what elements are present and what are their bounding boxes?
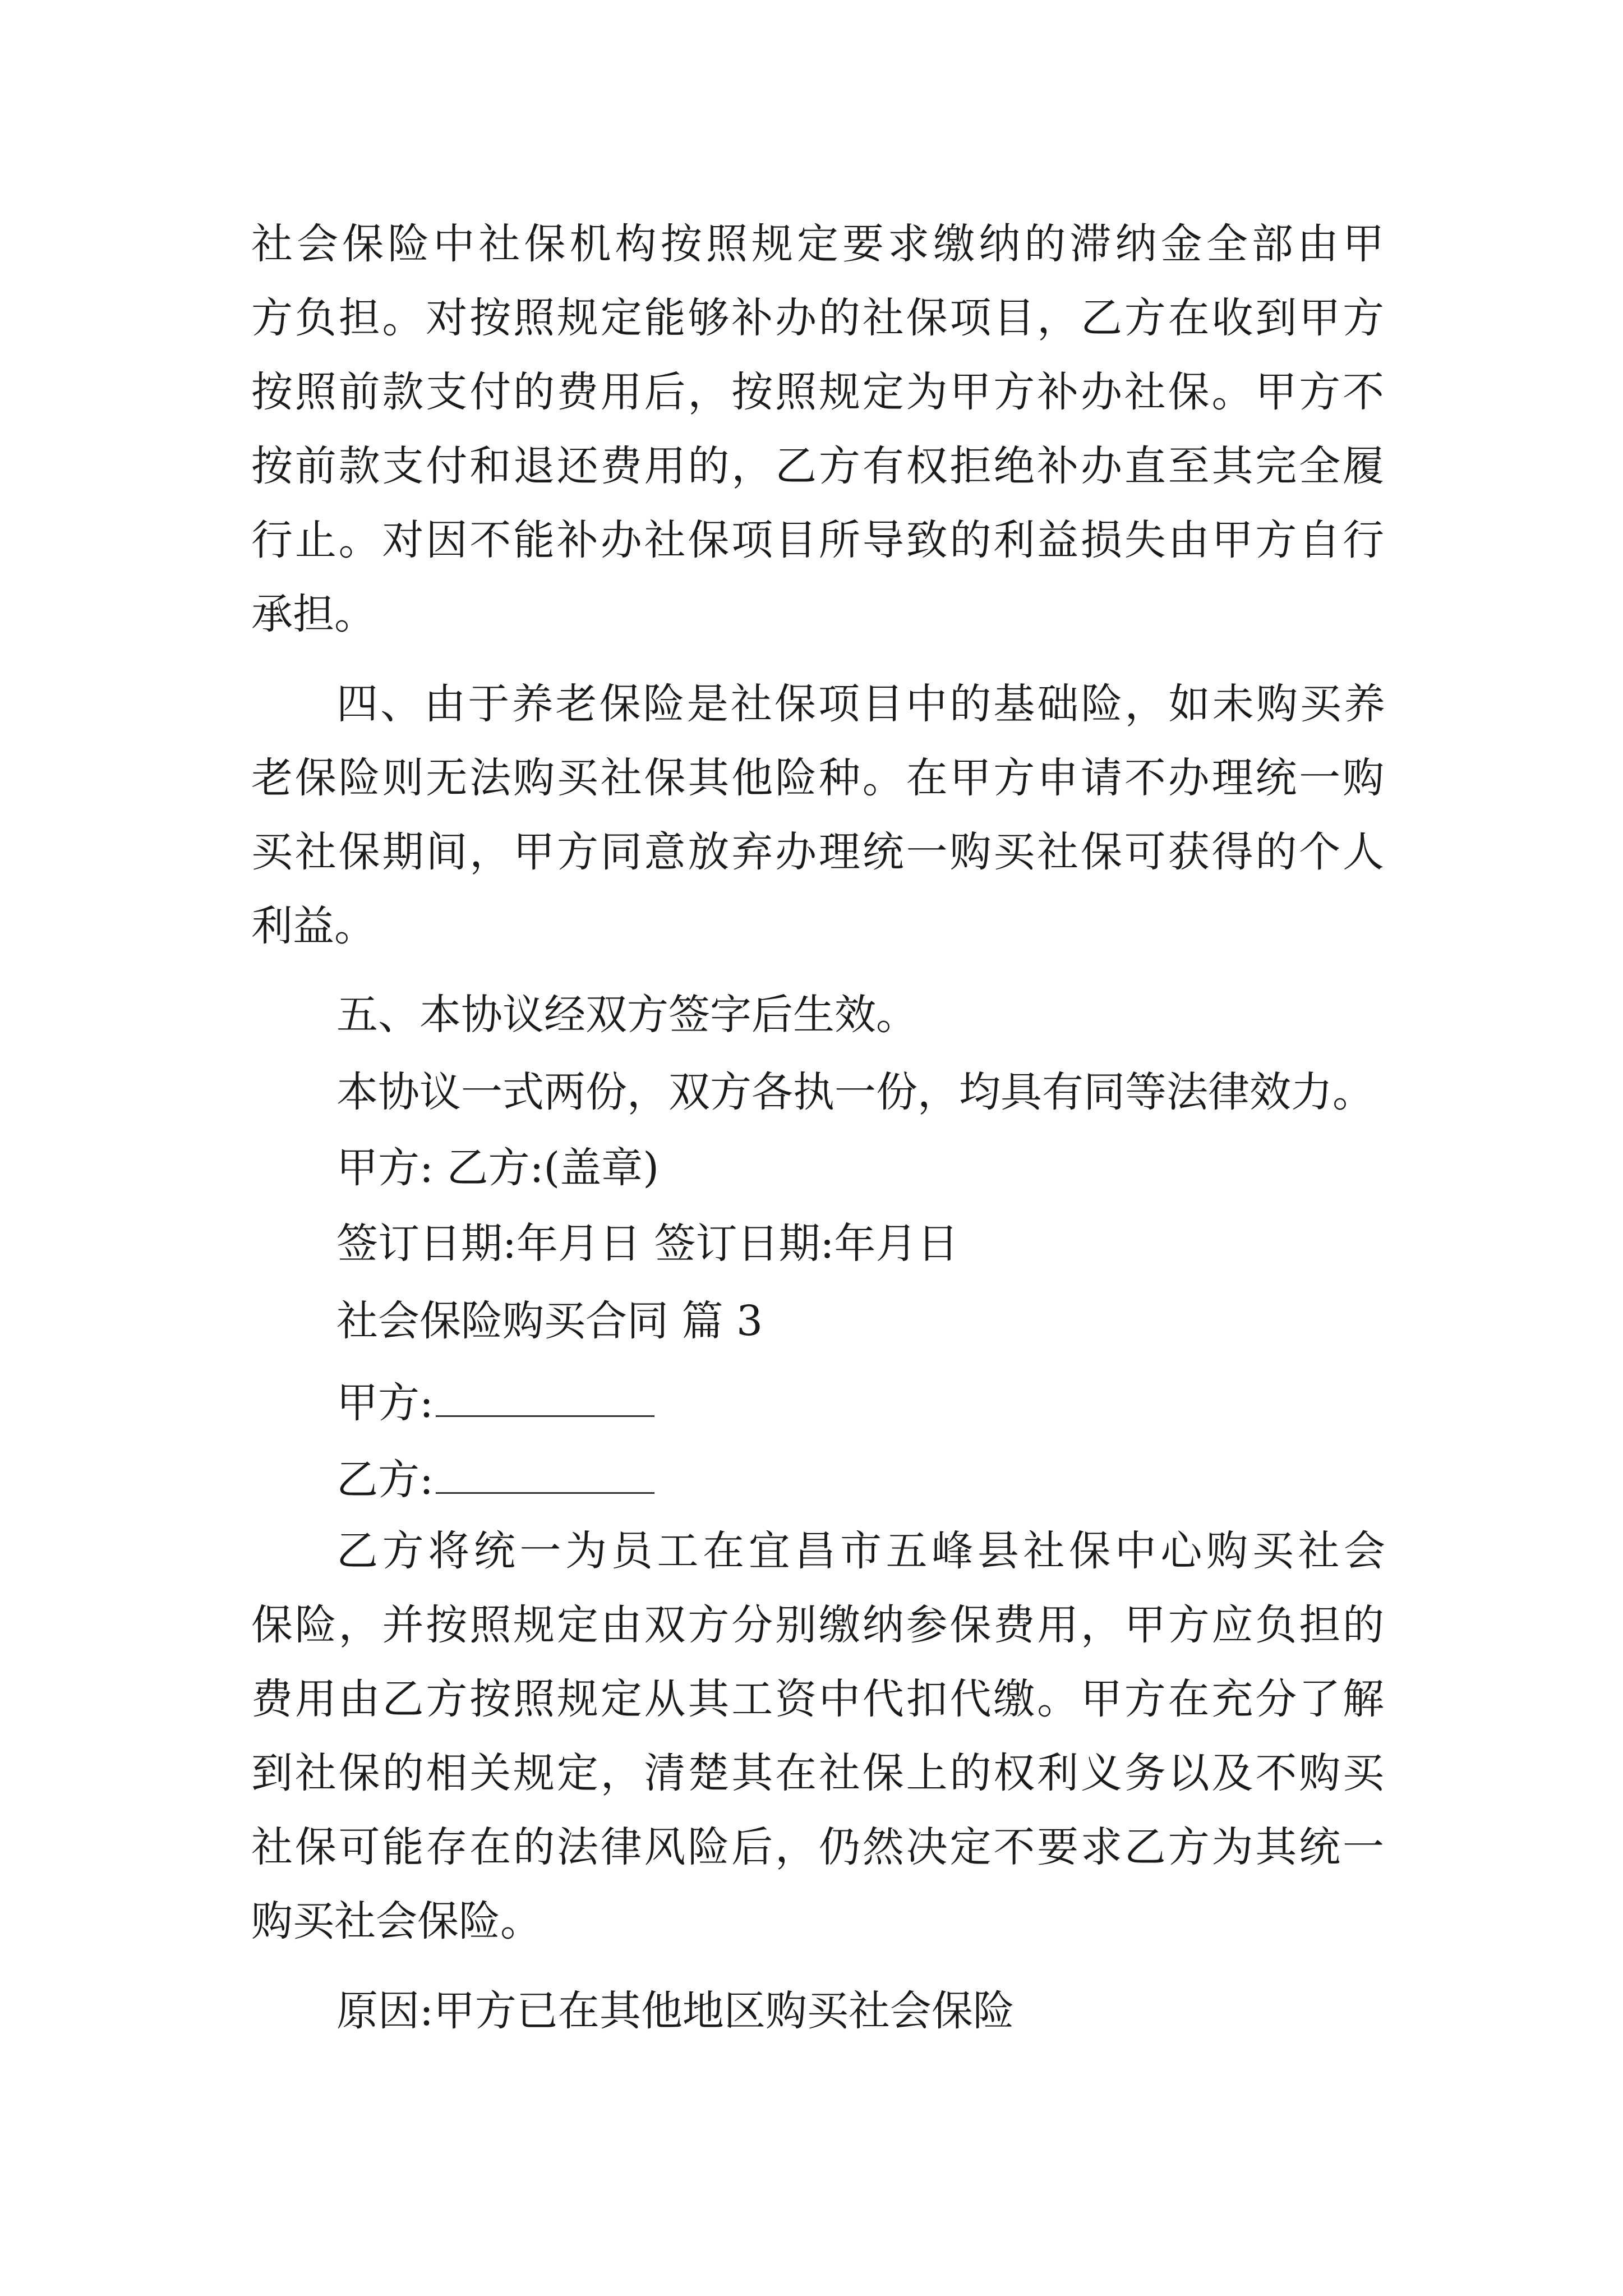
parties-signature: 甲方: 乙方:(盖章)	[336, 1144, 660, 1192]
sign-dates: 签订日期:年月日 签订日期:年月日	[336, 1220, 959, 1268]
paragraph-4-line-1: 四、由于养老保险是社保项目中的基础险，如未购买养	[336, 680, 1385, 728]
copies-note: 本协议一式两份，双方各执一份，均具有同等法律效力。	[336, 1068, 1374, 1116]
body-paragraph-line-2: 保险，并按照规定由双方分别缴纳参保费用，甲方应负担的	[251, 1601, 1384, 1649]
body-paragraph-line-4: 到社保的相关规定，清楚其在社保上的权利义务以及不购买	[251, 1749, 1384, 1797]
party-b-line	[336, 1453, 1385, 1504]
paragraph-5: 五、本协议经双方签字后生效。	[336, 991, 917, 1039]
paragraph-4-line-2: 老保险则无法购买社保其他险种。在甲方申请不办理统一购	[251, 754, 1384, 802]
party-b-label: 乙方:	[336, 1456, 434, 1504]
paragraph-4-line-3: 买社保期间，甲方同意放弃办理统一购买社保可获得的个人	[251, 828, 1384, 876]
paragraph-3-line-3: 按照前款支付的费用后，按照规定为甲方补办社保。甲方不	[251, 368, 1384, 416]
body-paragraph-line-6: 购买社会保险。	[251, 1897, 542, 1945]
paragraph-3-line-1: 社会保险中社保机构按照规定要求缴纳的滞纳金全部由甲	[251, 220, 1384, 268]
party-a-line	[336, 1376, 1385, 1427]
paragraph-3-line-2: 方负担。对按照规定能够补办的社保项目，乙方在收到甲方	[251, 294, 1384, 342]
body-paragraph-line-5: 社保可能存在的法律风险后，仍然决定不要求乙方为其统一	[251, 1823, 1384, 1871]
section-title: 社会保险购买合同 篇 3	[336, 1297, 763, 1345]
body-paragraph-line-1: 乙方将统一为员工在宜昌市五峰县社保中心购买社会	[336, 1527, 1385, 1575]
party-b-blank	[436, 1453, 654, 1494]
paragraph-4-line-4: 利益。	[251, 902, 376, 950]
paragraph-3-line-4: 按前款支付和退还费用的，乙方有权拒绝补办直至其完全履	[251, 442, 1384, 490]
party-a-blank	[436, 1376, 654, 1417]
reason-line: 原因:甲方已在其他地区购买社会保险	[336, 1987, 1015, 2035]
body-paragraph-line-3: 费用由乙方按照规定从其工资中代扣代缴。甲方在充分了解	[251, 1675, 1384, 1723]
paragraph-3-line-6: 承担。	[251, 590, 376, 638]
party-a-label: 甲方:	[336, 1379, 434, 1427]
paragraph-3-line-5: 行止。对因不能补办社保项目所导致的利益损失由甲方自行	[251, 516, 1384, 564]
